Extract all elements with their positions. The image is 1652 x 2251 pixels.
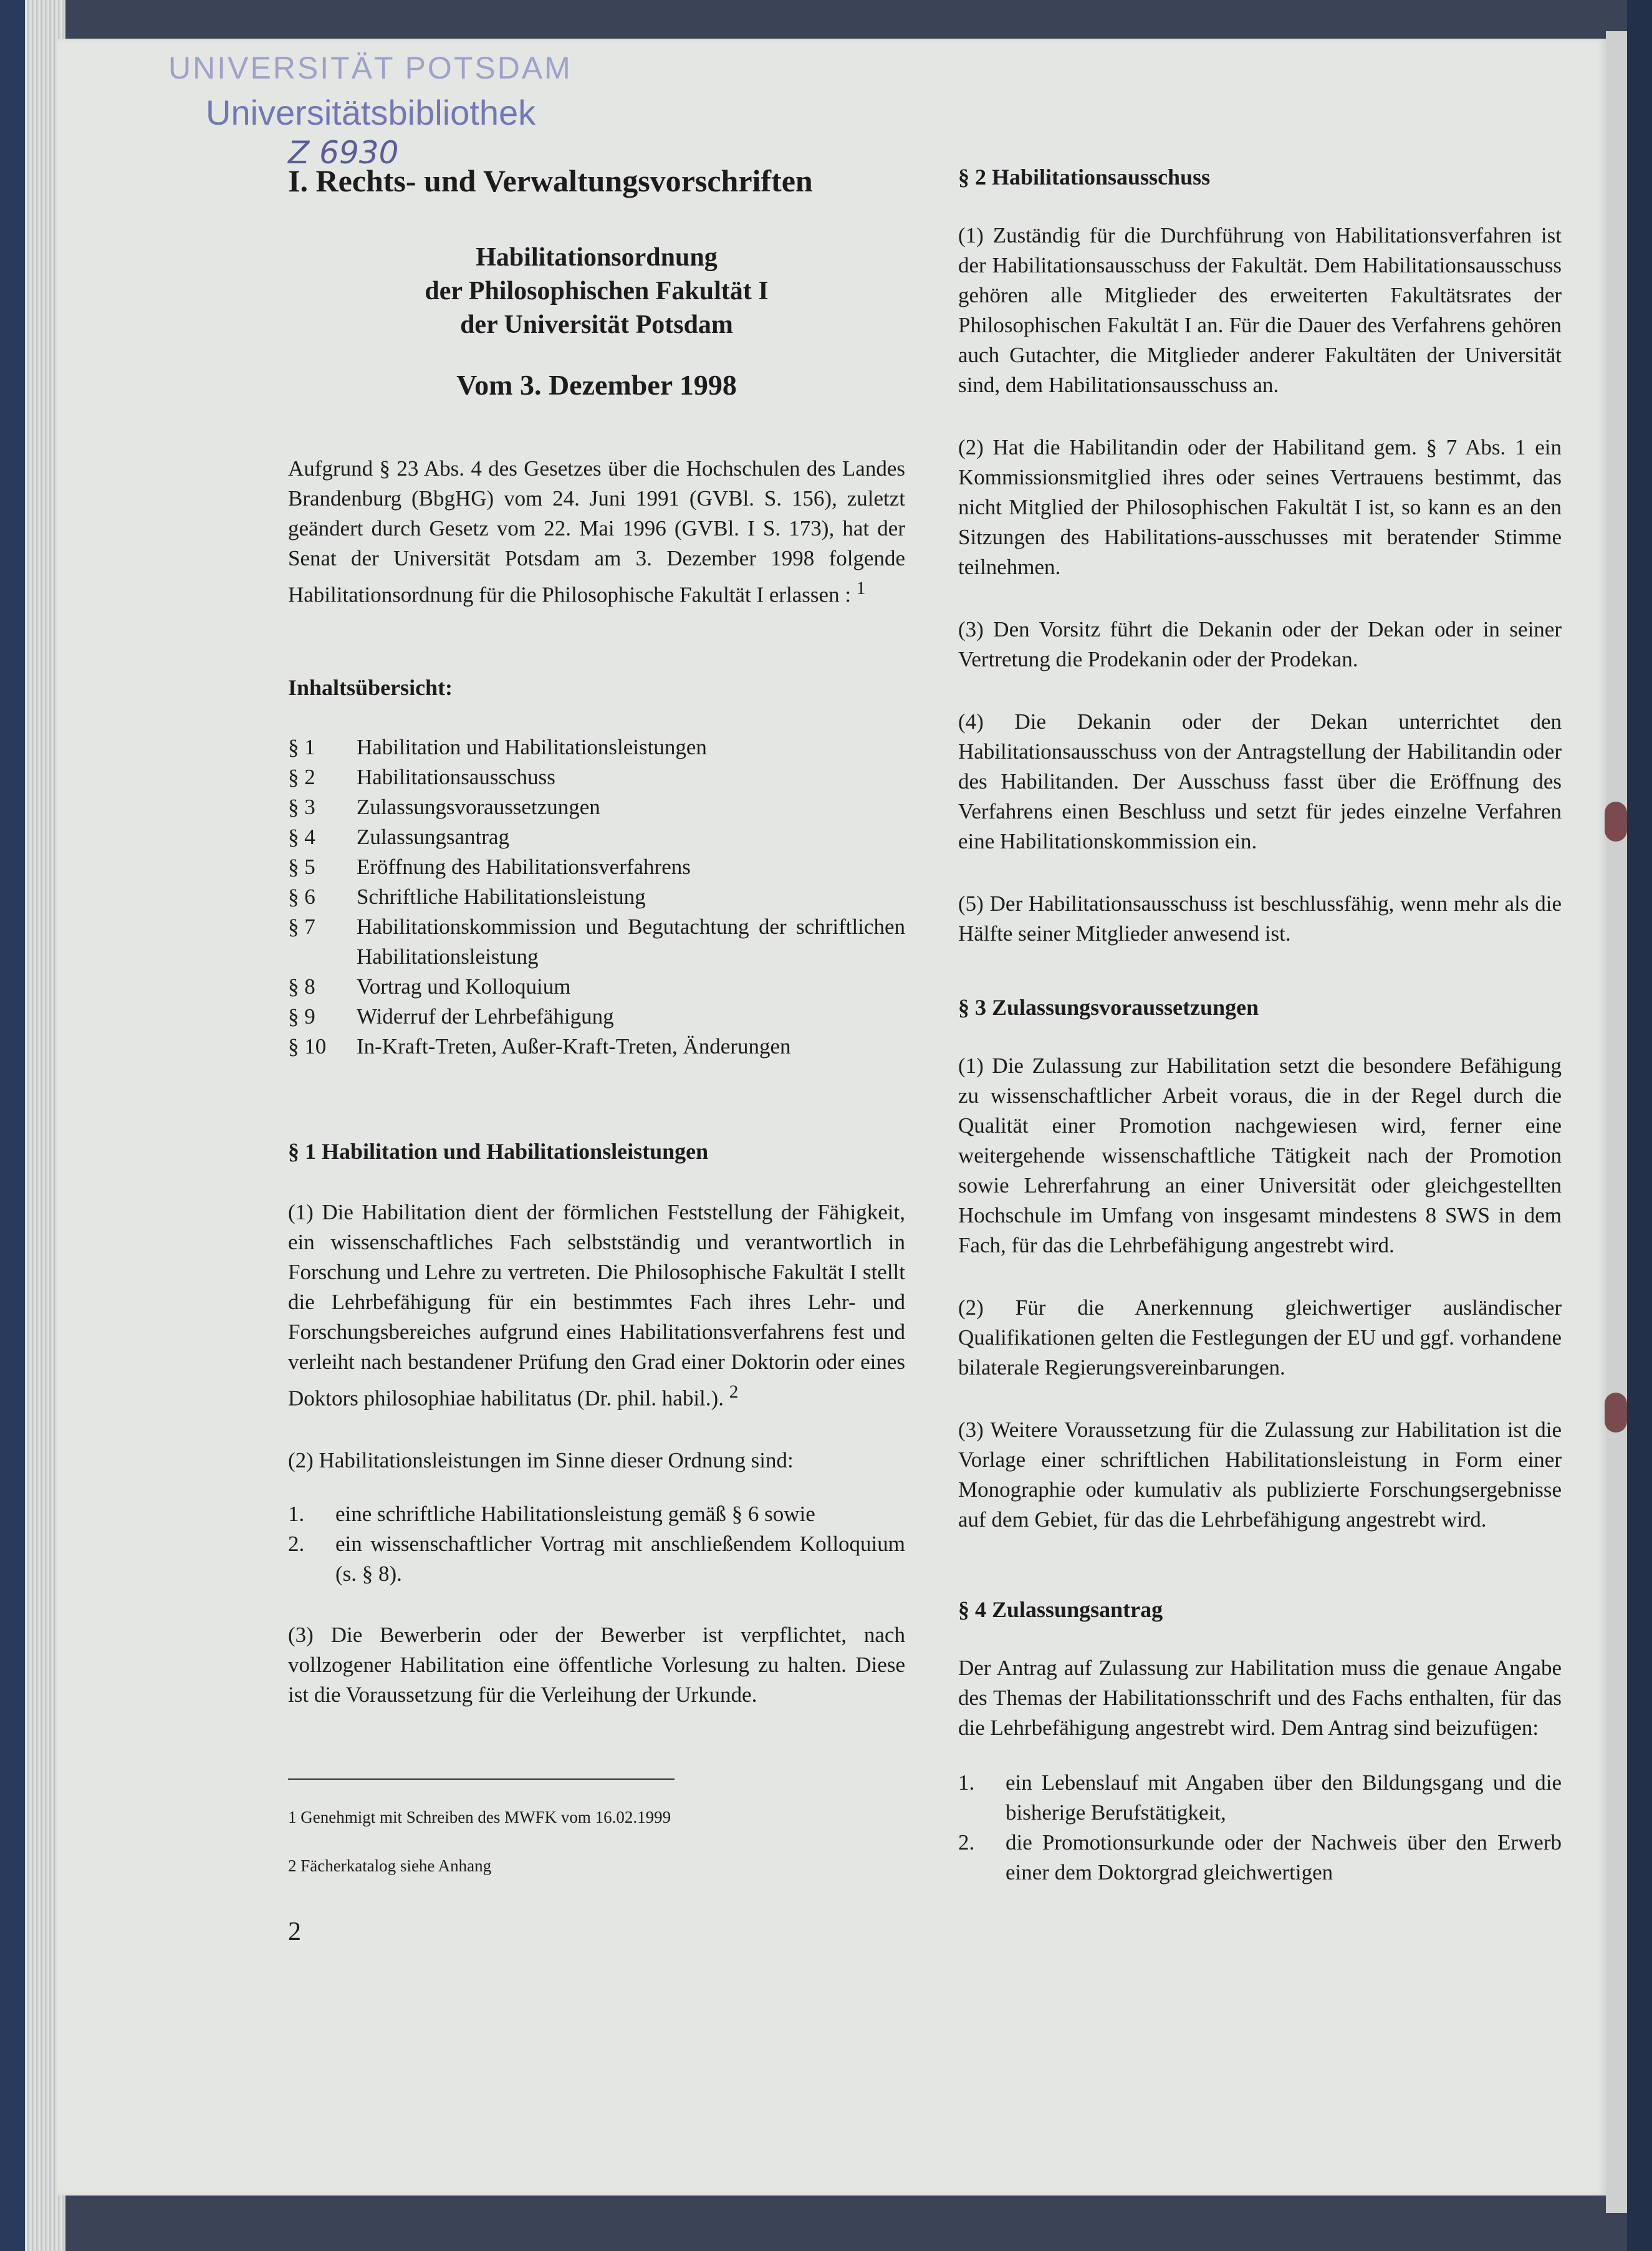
footnote-2: 2 Fächerkatalog siehe Anhang: [288, 1856, 492, 1876]
s3-para-2: (2) Für die Anerkennung gleichwertiger ausländischer Qualifikationen gelten die Festlegungen der EU und ggf. vorhandene bilaterale Regierungsvereinbarungen.: [958, 1295, 1562, 1380]
list-item: [958, 1768, 1562, 1828]
toc-title: Vortrag und Kolloquium: [357, 974, 571, 999]
s2-para-4: (4) Die Dekanin oder der Dekan unterrichtet den Habilitationsausschuss von der Antragstellung der Habilitandin oder des Habilitanden. Der Ausschuss fasst über die Eröffnung des Verfahrens einen Beschluss und setzt für jedes einzelne Verfahren eine Habilitationskommission ein.: [958, 709, 1562, 853]
toc-title: Schriftliche Habilitationsleistung: [357, 884, 646, 909]
toc-num: § 3: [288, 794, 315, 819]
list-item: [288, 1499, 905, 1529]
toc-title: Habilitation und Habilitationsleistungen: [357, 734, 707, 759]
s4-para-1: Der Antrag auf Zulassung zur Habilitation muss die genaue Angabe des Themas der Habilitationsschrift und des Fachs enthalten, für das die Lehrbefähigung angestrebt wird. Dem Antrag sind beizufügen:: [958, 1656, 1562, 1740]
punch-hole-bottom: [1605, 1393, 1627, 1433]
toc-num: § 8: [288, 974, 315, 999]
section-title: I. Rechts- und Verwaltungsvorschriften: [288, 163, 813, 198]
s2-para-5: (5) Der Habilitationsausschuss ist beschlussfähig, wenn mehr als die Hälfte seiner Mitglieder anwesend ist.: [958, 891, 1562, 946]
toc-num: § 2: [288, 764, 315, 789]
toc-title: Zulassungsantrag: [357, 824, 509, 849]
toc-num: § 5: [288, 854, 315, 879]
toc-item: [288, 852, 905, 882]
s3-para-1: (1) Die Zulassung zur Habilitation setzt die besondere Befähigung zu wissenschaftlicher Arbeit voraus, die in der Regel durch die Qualität einer Promotion nachgewiesen wird, ferner eine weitergehende wissenschaftliche Tätigkeit nach der Promotion sowie Lehrerfahrung an einer Universität oder gleichgestellten Hochschule im Umfang von insgesamt mindestens 8 SWS in dem Fach, für das die Lehrbefähigung angestrebt wird.: [958, 1054, 1562, 1257]
right-column: [958, 162, 1562, 1888]
list-item: [958, 1828, 1562, 1888]
list-text: eine schriftliche Habilitationsleistung gemäß § 6 sowie: [335, 1502, 815, 1527]
s4-list: [958, 1768, 1562, 1888]
toc-item: [288, 1002, 905, 1032]
toc-item: [288, 792, 905, 822]
s2-para-1: (1) Zuständig für die Durchführung von Habilitationsverfahren ist der Habilitationsausschuss der Fakultät. Dem Habilitationsausschuss gehören alle Mitglieder des erweiterten Fakultätsrates der Philosophischen Fakultät I an. Für die Dauer des Verfahrens gehören auch Gutachter, die Mitglieder anderer Fakultäten der Universität sind, dem Habilitationsausschuss an.: [958, 223, 1562, 397]
toc-title: Eröffnung des Habilitationsverfahrens: [357, 854, 691, 879]
footnote-divider: [288, 1778, 675, 1780]
page-edges-right: [1606, 31, 1627, 2213]
list-text: ein Lebenslauf mit Angaben über den Bildungsgang und die bisherige Berufstätigkeit,: [1006, 1770, 1562, 1825]
s2-para-3: (3) Den Vorsitz führt die Dekanin oder der Dekan oder in seiner Vertretung die Prodekanin oder der Prodekan.: [958, 617, 1562, 671]
toc-title: In-Kraft-Treten, Außer-Kraft-Treten, Änderungen: [357, 1034, 791, 1058]
toc-item: [288, 912, 905, 972]
toc-num: § 4: [288, 824, 315, 849]
shelf-signature: Z 6930: [288, 135, 399, 171]
s1-para-1-text: (1) Die Habilitation dient der förmlichen Feststellung der Fähigkeit, ein wissenschaftliches Fach selbstständig und verantwortlich in Forschung und Lehre zu vertreten. Die Philosophische Fakultät I stellt die Lehrbefähigung für ein bestimmtes Fach ihres Lehr- und Forschungsbereiches aufgrund eines Habilitationsverfahrens fest und verleiht nach bestandener Prüfung den Grad einer Doktorin oder eines Doktors philosophiae habilitatus (Dr. phil. habil.).: [288, 1199, 905, 1411]
toc-title: Habilitationsausschuss: [357, 764, 555, 789]
s1-heading: § 1 Habilitation und Habilitationsleistungen: [288, 1138, 709, 1164]
toc-num: § 1: [288, 734, 315, 759]
s2-para-2: (2) Hat die Habilitandin oder der Habilitand gem. § 7 Abs. 1 ein Kommissionsmitglied ihres oder seines Vertrauens bestimmt, das nicht Mitglied der Philosophischen Fakultät I ist, so kann es an den Sitzungen des Habilitations-ausschusses mit beratender Stimme teilnehmen.: [958, 435, 1562, 579]
toc-num: § 7: [288, 914, 315, 939]
toc-item: [288, 762, 905, 792]
table-of-contents: [288, 732, 905, 1062]
book-cover-right: [1627, 0, 1652, 2251]
s3-para-3: (3) Weitere Voraussetzung für die Zulassung zur Habilitation ist die Vorlage einer schriftlichen Habilitationsleistung in Form einer Monographie oder kumulativ als publizierte Forschungsergebnisse auf dem Gebiet, für das die Lehrbefähigung angestrebt wird.: [958, 1418, 1562, 1532]
s2-heading: § 2 Habilitationsausschuss: [958, 165, 1211, 190]
toc-num: § 6: [288, 884, 315, 909]
toc-item: [288, 822, 905, 852]
library-stamp-line2: Universitätsbibliothek: [206, 93, 536, 132]
punch-hole-top: [1605, 802, 1627, 842]
list-text: ein wissenschaftlicher Vortrag mit anschließendem Kolloquium (s. § 8).: [335, 1532, 905, 1586]
toc-heading: Inhaltsübersicht:: [288, 674, 453, 700]
footnote-ref: 1: [856, 578, 866, 598]
left-column: [288, 162, 905, 1947]
page-number: 2: [288, 1917, 301, 1947]
list-item: [288, 1529, 905, 1589]
doc-title-line: der Philosophischen Fakultät I: [425, 277, 769, 305]
library-stamp-line1: UNIVERSITÄT POTSDAM: [168, 50, 572, 85]
toc-item: [288, 1032, 905, 1062]
s1-list: [288, 1499, 905, 1589]
s3-heading: § 3 Zulassungsvoraussetzungen: [958, 995, 1259, 1020]
toc-title: Habilitationskommission und Begutachtung der schriftlichen Habilitationsleistung: [357, 914, 905, 969]
s1-para-3: (3) Die Bewerberin oder der Bewerber ist verpflichtet, nach vollzogener Habilitation eine öffentliche Vorlesung zu halten. Diese ist die Voraussetzung für die Verleihung der Urkunde.: [288, 1623, 905, 1707]
doc-title-line: Habilitationsordnung: [476, 243, 718, 272]
toc-num: § 10: [288, 1034, 327, 1058]
list-num: 2.: [958, 1830, 975, 1855]
toc-item: [288, 972, 905, 1002]
doc-title: [288, 241, 905, 342]
list-num: 2.: [288, 1532, 305, 1557]
doc-title-line: der Universität Potsdam: [460, 310, 733, 339]
s1-para-1: [288, 1197, 905, 1414]
preamble: [288, 454, 905, 610]
footnote-ref: 2: [729, 1381, 739, 1402]
toc-title: Widerruf der Lehrbefähigung: [357, 1004, 614, 1029]
doc-date: Vom 3. Dezember 1998: [456, 369, 737, 401]
s1-para-2: (2) Habilitationsleistungen im Sinne dieser Ordnung sind:: [288, 1448, 794, 1473]
toc-item: [288, 882, 905, 912]
toc-title: Zulassungsvoraussetzungen: [357, 794, 600, 819]
list-num: 1.: [288, 1502, 305, 1527]
footnote-1: 1 Genehmigt mit Schreiben des MWFK vom 16.02.1999: [288, 1808, 671, 1827]
toc-num: § 9: [288, 1004, 315, 1029]
preamble-text: Aufgrund § 23 Abs. 4 des Gesetzes über die Hochschulen des Landes Brandenburg (BbgHG) vom 24. Juni 1991 (GVBl. S. 156), zuletzt geändert durch Gesetz vom 22. Mai 1996 (GVBl. I S. 173), hat der Senat der Universität Potsdam am 3. Dezember 1998 folgende Habilitationsordnung für die Philosophische Fakultät I erlassen :: [288, 456, 905, 607]
s4-heading: § 4 Zulassungsantrag: [958, 1597, 1163, 1622]
book-binding: [0, 0, 25, 2251]
list-text: die Promotionsurkunde oder der Nachweis über den Erwerb einer dem Doktorgrad gleichwertigen: [1006, 1830, 1562, 1884]
toc-item: [288, 732, 905, 762]
list-num: 1.: [958, 1770, 975, 1795]
